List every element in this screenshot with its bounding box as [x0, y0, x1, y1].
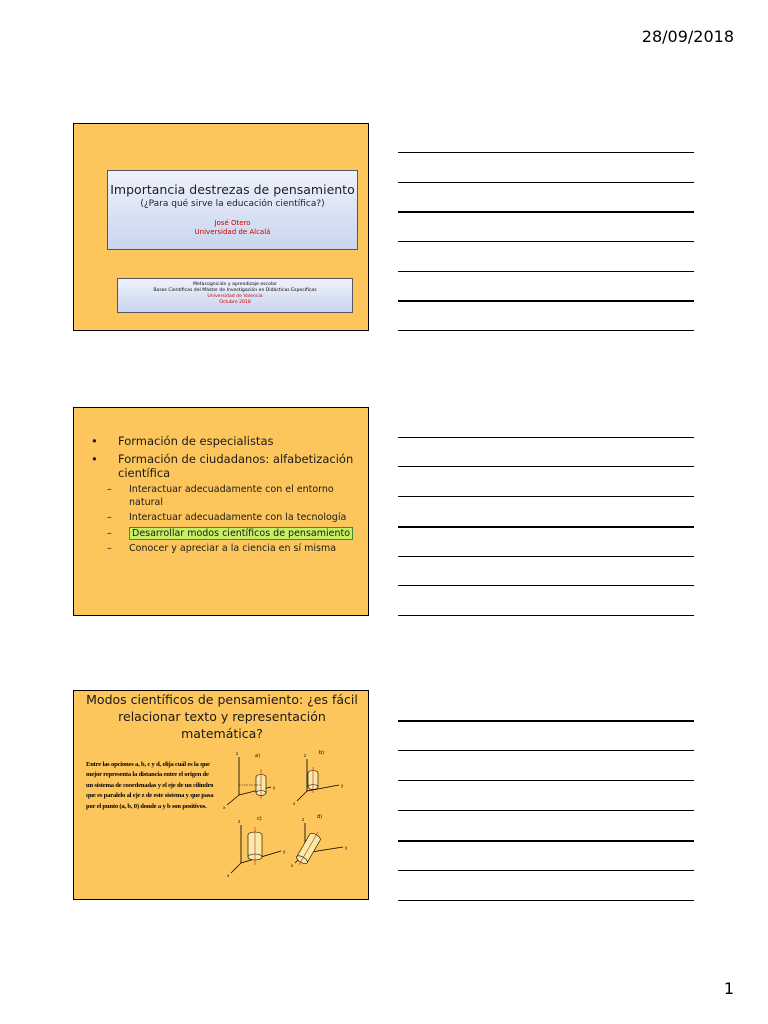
bullet-list: [74, 434, 370, 559]
axis-label-x: x: [223, 805, 226, 810]
course-info-line: Octubre 2018: [219, 300, 251, 305]
note-line: [398, 271, 694, 272]
slide-title: Modos científicos de pensamiento: ¿es fácil relacionar texto y representación matemática?: [86, 692, 358, 741]
title-box: [107, 170, 358, 250]
slide-2: [73, 407, 369, 616]
note-line: [398, 840, 694, 842]
note-line: [398, 182, 694, 183]
dash-glyph: –: [107, 484, 112, 495]
note-line: [398, 750, 694, 751]
slide-title: Importancia destrezas de pensamiento: [110, 182, 355, 197]
axis-label-x: x: [293, 801, 296, 806]
note-line: [398, 585, 694, 586]
axis-label-y: y: [273, 785, 276, 790]
question-text: Entre las opciones a, b, c y d, elija cuál es la que mejor representa la distancia entre el origen de un sistema de coordenadas y el eje de un cilindro que es paralelo al eje z de este sistema y que pasa por el punto (a, b, 0) donde a y b son positivos.: [86, 761, 214, 810]
note-line: [398, 900, 694, 901]
list-item-text: Formación de ciudadanos: alfabetización científica: [118, 452, 354, 480]
note-line: [398, 152, 694, 153]
axis-label-x: x: [227, 873, 230, 878]
option-b-diagram: [293, 750, 344, 806]
note-line: [398, 330, 694, 331]
course-info-line: Metacognición y aprendizaje escolar: [193, 282, 277, 287]
highlighted-sub-item-text: Desarrollar modos científicos de pensamiento: [129, 527, 353, 540]
option-label-a: a): [255, 753, 261, 759]
cylinder-options-figure: [219, 747, 369, 885]
author-affiliation: Universidad de Alcalá: [194, 228, 271, 236]
note-line: [398, 870, 694, 871]
bullet-glyph: •: [91, 452, 98, 466]
author-block: [108, 219, 357, 237]
note-line: [398, 810, 694, 811]
note-line: [398, 720, 694, 722]
course-info-line: Bases Científicas del Máster de Investigación en Didácticas Específicas: [153, 288, 317, 293]
option-c-diagram: [227, 816, 286, 878]
note-line: [398, 241, 694, 242]
note-line: [398, 211, 694, 213]
note-line: [398, 466, 694, 467]
list-item-text: Formación de especialistas: [118, 434, 274, 448]
bullet-glyph: •: [91, 434, 98, 448]
list-item: [74, 434, 370, 448]
list-item: [74, 452, 370, 480]
axis-label-z: z: [238, 819, 241, 824]
sub-item: [74, 484, 370, 509]
note-line: [398, 526, 694, 528]
slide-1: [73, 123, 369, 331]
axis-label-z: z: [304, 753, 307, 758]
axis-label-y: y: [341, 783, 344, 788]
sub-item: [74, 543, 370, 556]
note-line: [398, 615, 694, 616]
author-name: José Otero: [214, 219, 251, 227]
option-label-d: d): [317, 814, 323, 820]
option-label-c: c): [257, 816, 262, 822]
dash-glyph: –: [107, 543, 112, 554]
slide-3: [73, 690, 369, 900]
sub-item-text: Interactuar adecuadamente con la tecnología: [129, 512, 347, 523]
course-info-box: [117, 278, 353, 313]
note-line: [398, 300, 694, 302]
sub-item: [74, 528, 370, 541]
axis-label-z: z: [302, 817, 305, 822]
axis-label-y: y: [345, 845, 348, 850]
slide-subtitle: (¿Para qué sirve la educación científica?): [140, 199, 325, 209]
option-d-diagram: [291, 814, 348, 868]
sub-item: [74, 512, 370, 525]
axis-label-y: y: [283, 849, 286, 854]
sub-item-text: Interactuar adecuadamente con el entorno natural: [129, 484, 334, 508]
sub-item-text: Conocer y apreciar a la ciencia en sí misma: [129, 543, 337, 554]
axis-label-x: x: [291, 863, 294, 868]
dash-glyph: –: [107, 527, 112, 539]
option-a-diagram: [223, 751, 276, 810]
note-line: [398, 556, 694, 557]
option-label-b: b): [319, 750, 325, 756]
course-info-line: Universidad de Valencia: [207, 294, 263, 299]
page-number: 1: [723, 979, 734, 998]
date: 28/09/2018: [641, 27, 734, 46]
dash-glyph: –: [107, 512, 112, 523]
note-line: [398, 496, 694, 497]
axis-label-z: z: [236, 751, 239, 756]
note-line: [398, 780, 694, 781]
note-line: [398, 437, 694, 438]
